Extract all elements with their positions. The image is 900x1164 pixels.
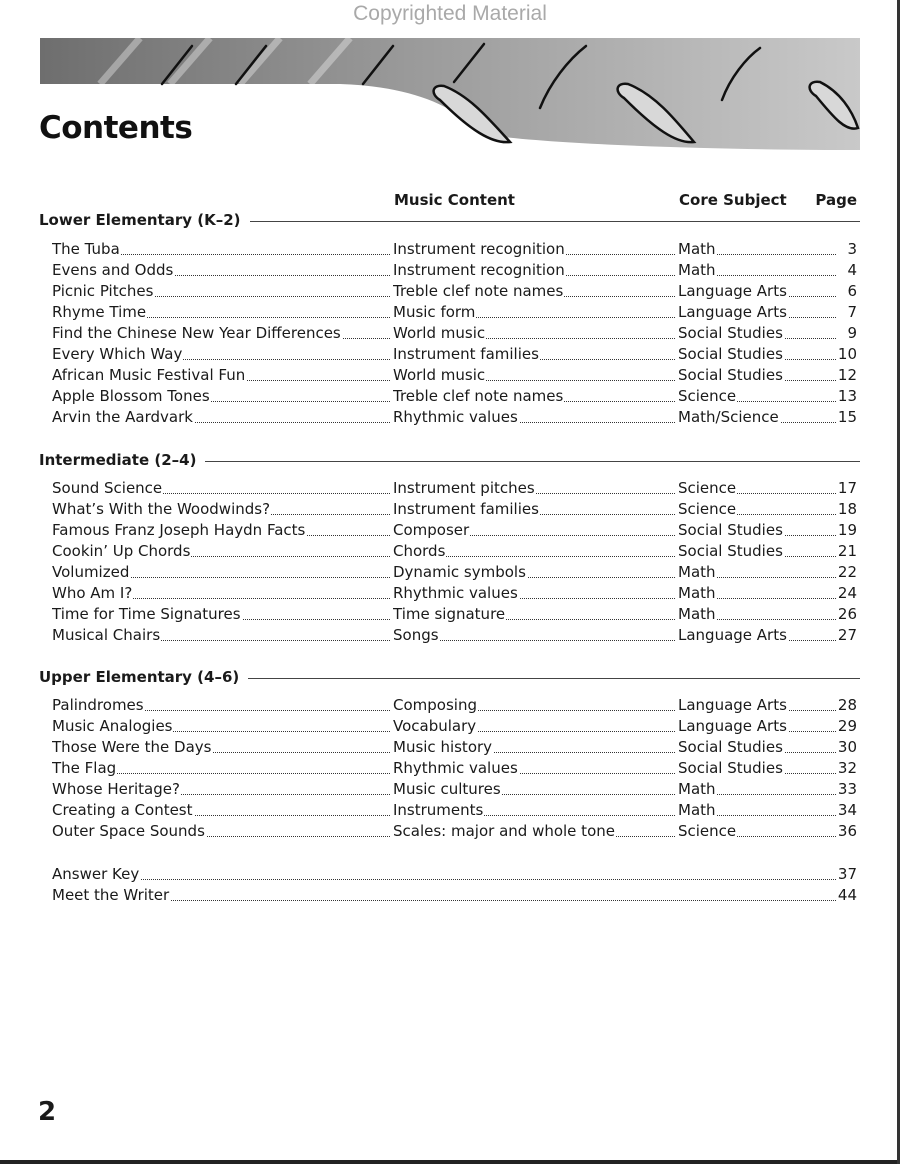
section-rule — [205, 461, 860, 462]
activity-title: Creating a Contest — [52, 801, 193, 819]
activity-title: African Music Festival Fun — [52, 366, 246, 384]
music-content: Music history — [393, 738, 493, 756]
core-subject: Social Studies — [678, 345, 783, 363]
music-content: Scales: major and whole tone — [393, 822, 615, 840]
section-rule — [248, 678, 860, 679]
section-title: Lower Elementary (K–2) — [39, 211, 241, 229]
toc-row[interactable] — [52, 365, 857, 386]
music-content: World music — [393, 366, 486, 384]
toc-row[interactable] — [52, 821, 857, 842]
section-rule — [250, 221, 860, 222]
core-subject: Social Studies — [678, 521, 783, 539]
page-ref: 15 — [837, 408, 857, 426]
toc-row[interactable] — [52, 478, 857, 499]
page-ref: 34 — [837, 801, 857, 819]
core-subject: Math — [678, 801, 716, 819]
page-ref: 3 — [847, 240, 857, 258]
core-subject: Science — [678, 387, 737, 405]
core-subject: Math — [678, 605, 716, 623]
page-ref: 29 — [837, 717, 857, 735]
toc-row[interactable] — [52, 344, 857, 365]
page-ref: 36 — [837, 822, 857, 840]
music-content: Music cultures — [393, 780, 501, 798]
music-content: Dynamic symbols — [393, 563, 526, 581]
column-header-page: Page — [815, 191, 857, 209]
music-content: Time signature — [393, 605, 506, 623]
toc-row[interactable] — [52, 386, 857, 407]
activity-title: Famous Franz Joseph Haydn Facts — [52, 521, 306, 539]
core-subject: Math — [678, 563, 716, 581]
core-subject: Social Studies — [678, 542, 783, 560]
toc-row[interactable] — [52, 779, 857, 800]
core-subject: Math — [678, 240, 716, 258]
activity-title: Evens and Odds — [52, 261, 174, 279]
music-content: Instrument families — [393, 345, 539, 363]
toc-row[interactable] — [52, 583, 857, 604]
page-ref: 6 — [847, 282, 857, 300]
toc-row[interactable] — [52, 499, 857, 520]
music-content: Music form — [393, 303, 476, 321]
activity-title: Palindromes — [52, 696, 144, 714]
copyright-watermark: Copyrighted Material — [353, 2, 547, 25]
music-content: Chords — [393, 542, 446, 560]
page-ref: 33 — [837, 780, 857, 798]
page-ref: 10 — [837, 345, 857, 363]
page-ref: 12 — [837, 366, 857, 384]
core-subject: Science — [678, 822, 737, 840]
page-ref: 24 — [837, 584, 857, 602]
toc-row[interactable] — [52, 323, 857, 344]
page-ref: 32 — [837, 759, 857, 777]
page-ref: 19 — [837, 521, 857, 539]
activity-title: Musical Chairs — [52, 626, 161, 644]
activity-title: What’s With the Woodwinds? — [52, 500, 271, 518]
toc-row[interactable] — [52, 758, 857, 779]
section-lower-elementary — [39, 211, 860, 229]
music-content: Instruments — [393, 801, 484, 819]
core-subject: Language Arts — [678, 696, 787, 714]
activity-title: Picnic Pitches — [52, 282, 154, 300]
activity-title: Time for Time Signatures — [52, 605, 241, 623]
music-content: Treble clef note names — [393, 387, 564, 405]
toc-row[interactable] — [52, 800, 857, 821]
core-subject: Social Studies — [678, 738, 783, 756]
music-content: Instrument recognition — [393, 261, 565, 279]
music-content: Rhythmic values — [393, 584, 518, 602]
core-subject: Math — [678, 780, 716, 798]
page-ref: 4 — [847, 261, 857, 279]
toc-row-answer-key[interactable] — [52, 864, 857, 885]
toc-row[interactable] — [52, 604, 857, 625]
activity-title: Find the Chinese New Year Differences — [52, 324, 341, 342]
toc-row[interactable] — [52, 716, 857, 737]
page-ref: 27 — [837, 626, 857, 644]
page-ref: 28 — [837, 696, 857, 714]
music-content: Vocabulary — [393, 717, 477, 735]
toc-row[interactable] — [52, 520, 857, 541]
activity-title: Meet the Writer — [52, 886, 170, 904]
music-content: Treble clef note names — [393, 282, 564, 300]
page-ref: 26 — [837, 605, 857, 623]
core-subject: Math/Science — [678, 408, 779, 426]
toc-row[interactable] — [52, 302, 857, 323]
page-ref: 30 — [837, 738, 857, 756]
page-ref: 7 — [847, 303, 857, 321]
toc-row[interactable] — [52, 407, 857, 428]
page-ref: 37 — [837, 865, 857, 883]
page-ref: 13 — [837, 387, 857, 405]
core-subject: Language Arts — [678, 303, 787, 321]
core-subject: Science — [678, 479, 737, 497]
toc-row[interactable] — [52, 281, 857, 302]
core-subject: Language Arts — [678, 717, 787, 735]
section-intermediate — [39, 451, 860, 469]
page-number: 2 — [38, 1097, 57, 1127]
music-content: Instrument families — [393, 500, 539, 518]
core-subject: Social Studies — [678, 324, 783, 342]
core-subject: Social Studies — [678, 366, 783, 384]
activity-title: Whose Heritage? — [52, 780, 180, 798]
section-title: Intermediate (2–4) — [39, 451, 197, 469]
page-ref: 22 — [837, 563, 857, 581]
page-ref: 21 — [837, 542, 857, 560]
page-ref: 17 — [837, 479, 857, 497]
page-edge-bottom — [0, 1160, 900, 1164]
toc-row-meet-the-writer[interactable] — [52, 885, 857, 906]
music-content: Composer — [393, 521, 470, 539]
activity-title: The Tuba — [52, 240, 120, 258]
music-content: World music — [393, 324, 486, 342]
activity-title: Outer Space Sounds — [52, 822, 205, 840]
toc-row[interactable] — [52, 695, 857, 716]
activity-title: Music Analogies — [52, 717, 173, 735]
activity-title: Cookin’ Up Chords — [52, 542, 191, 560]
core-subject: Language Arts — [678, 282, 787, 300]
music-content: Rhythmic values — [393, 408, 518, 426]
core-subject: Math — [678, 584, 716, 602]
column-header-core-subject: Core Subject — [679, 191, 787, 209]
core-subject: Social Studies — [678, 759, 783, 777]
page-ref: 44 — [837, 886, 857, 904]
music-content: Instrument recognition — [393, 240, 565, 258]
activity-title: Apple Blossom Tones — [52, 387, 210, 405]
section-upper-elementary — [39, 668, 860, 686]
toc-row[interactable] — [52, 562, 857, 583]
activity-title: Who Am I? — [52, 584, 133, 602]
activity-title: Those Were the Days — [52, 738, 212, 756]
toc-row[interactable] — [52, 625, 857, 646]
page-ref: 9 — [847, 324, 857, 342]
section-title: Upper Elementary (4–6) — [39, 668, 240, 686]
core-subject: Language Arts — [678, 626, 787, 644]
core-subject: Science — [678, 500, 737, 518]
activity-title: Arvin the Aardvark — [52, 408, 193, 426]
core-subject: Math — [678, 261, 716, 279]
page-ref: 18 — [837, 500, 857, 518]
activity-title: The Flag — [52, 759, 117, 777]
music-content: Instrument pitches — [393, 479, 535, 497]
music-content: Composing — [393, 696, 477, 714]
toc-row[interactable] — [52, 737, 857, 758]
column-header-music-content: Music Content — [394, 191, 515, 209]
music-content: Rhythmic values — [393, 759, 518, 777]
activity-title: Rhyme Time — [52, 303, 147, 321]
toc-row[interactable] — [52, 260, 857, 281]
page-title: Contents — [39, 110, 193, 146]
activity-title: Sound Science — [52, 479, 163, 497]
toc-row[interactable] — [52, 541, 857, 562]
activity-title: Volumized — [52, 563, 130, 581]
activity-title: Every Which Way — [52, 345, 183, 363]
music-content: Songs — [393, 626, 439, 644]
toc-row[interactable] — [52, 239, 857, 260]
activity-title: Answer Key — [52, 865, 140, 883]
